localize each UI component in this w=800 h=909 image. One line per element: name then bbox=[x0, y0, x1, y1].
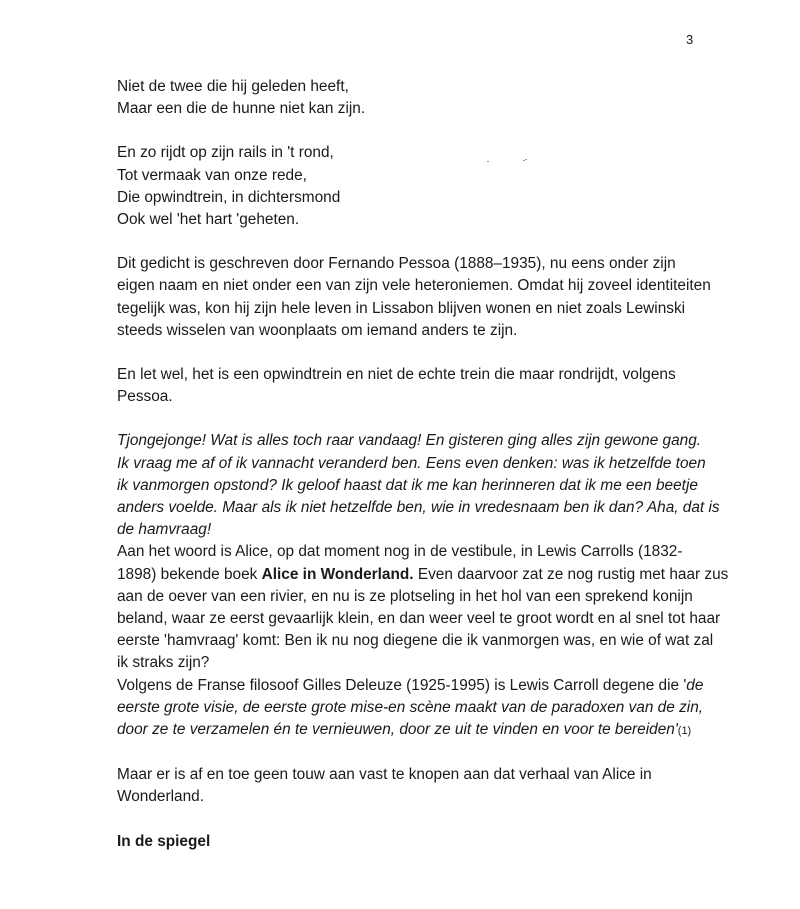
poem-line: En zo rijdt op zijn rails in 't rond, bbox=[117, 144, 334, 162]
text-line: Pessoa. bbox=[117, 388, 173, 406]
text-line: aan de oever van een rivier, en nu is ze plotseling in het hol van een sprekend konijn bbox=[117, 587, 693, 605]
quote-segment: door ze te verzamelen én te vernieuwen, door ze uit te vinden en voor te bereiden' bbox=[117, 721, 678, 739]
poem-line: Niet de twee die hij geleden heeft, bbox=[117, 78, 349, 95]
quote-segment: de bbox=[686, 676, 704, 694]
quote-line: Ik vraag me af of ik vannacht veranderd ben. Eens even denken: was ik hetzelfde toen bbox=[117, 454, 706, 472]
poem-line: Tot vermaak van onze rede, bbox=[117, 166, 307, 184]
paragraph-deleuze bbox=[117, 675, 737, 743]
text-line: ik straks zijn? bbox=[117, 654, 210, 672]
text-line bbox=[117, 719, 737, 742]
paragraph-opwindtrein bbox=[117, 364, 737, 408]
text-line: eerste 'hamvraag' komt: Ben ik nu nog diegene die ik vanmorgen was, en wie of wat zal bbox=[117, 632, 714, 650]
text-line bbox=[117, 675, 737, 697]
text-line: tegelijk was, kon hij zijn hele leven in Lissabon blijven wonen en niet zoals Lewinski bbox=[117, 299, 686, 317]
quote-line: Tjongejonge! Wat is alles toch raar vandaag! En gisteren ging alles zijn gewone gang. bbox=[117, 432, 702, 450]
text-line: Wonderland. bbox=[117, 788, 204, 806]
text-line: Dit gedicht is geschreven door Fernando Pessoa (1888–1935), nu eens onder zijn bbox=[117, 255, 676, 273]
poem-stanza-2 bbox=[117, 142, 737, 231]
paragraph-alice bbox=[117, 541, 737, 674]
section-heading: In de spiegel bbox=[117, 832, 211, 850]
text-segment: Volgens de Franse filosoof Gilles Deleuze (1925-1995) is Lewis Carroll degene die ' bbox=[117, 676, 687, 694]
text-line: En let wel, het is een opwindtrein en niet de echte trein die maar rondrijdt, volgens bbox=[117, 366, 676, 384]
page-number: 3 bbox=[686, 32, 694, 47]
text-line: Aan het woord is Alice, op dat moment nog in de vestibule, in Lewis Carrolls (1832- bbox=[117, 543, 683, 561]
quote-line: eerste grote visie, de eerste grote mise-en scène maakt van de paradoxen van de zin, bbox=[117, 698, 704, 716]
book-title: Alice in Wonderland. bbox=[261, 565, 414, 583]
text-line: steeds wisselen van woonplaats om iemand anders te zijn. bbox=[117, 321, 518, 339]
document-body bbox=[117, 76, 737, 853]
footnote-ref: (1) bbox=[677, 725, 692, 738]
text-line: eigen naam en niet onder een van zijn vele heteroniemen. Omdat hij zoveel identiteiten bbox=[117, 277, 711, 295]
text-line bbox=[117, 564, 737, 586]
quote-line: anders voelde. Maar als ik niet hetzelfde ben, wie in vredesnaam ben ik dan? Aha, dat is bbox=[117, 499, 720, 517]
text-line: Maar er is af en toe geen touw aan vast te knopen aan dat verhaal van Alice in bbox=[117, 766, 652, 784]
text-line: beland, waar ze eerst gevaarlijk klein, en dan weer veel te groot wordt en al snel tot haar bbox=[117, 610, 721, 628]
quote-line: de hamvraag! bbox=[117, 521, 212, 539]
poem-line: Die opwindtrein, in dichtersmond bbox=[117, 188, 341, 206]
quote-line: ik vanmorgen opstond? Ik geloof haast dat ik me kan herinneren dat ik me een beetje bbox=[117, 476, 698, 494]
poem-line: Maar een die de hunne niet kan zijn. bbox=[117, 100, 366, 118]
paragraph-touw bbox=[117, 764, 737, 808]
poem-line: Ook wel 'het hart 'geheten. bbox=[117, 211, 300, 229]
poem-stanza-1 bbox=[117, 76, 737, 120]
alice-quote bbox=[117, 430, 737, 541]
paragraph-pessoa bbox=[117, 253, 737, 342]
text-segment: Even daarvoor zat ze nog rustig met haar zus bbox=[413, 565, 729, 583]
text-segment: 1898) bekende boek bbox=[117, 565, 262, 583]
